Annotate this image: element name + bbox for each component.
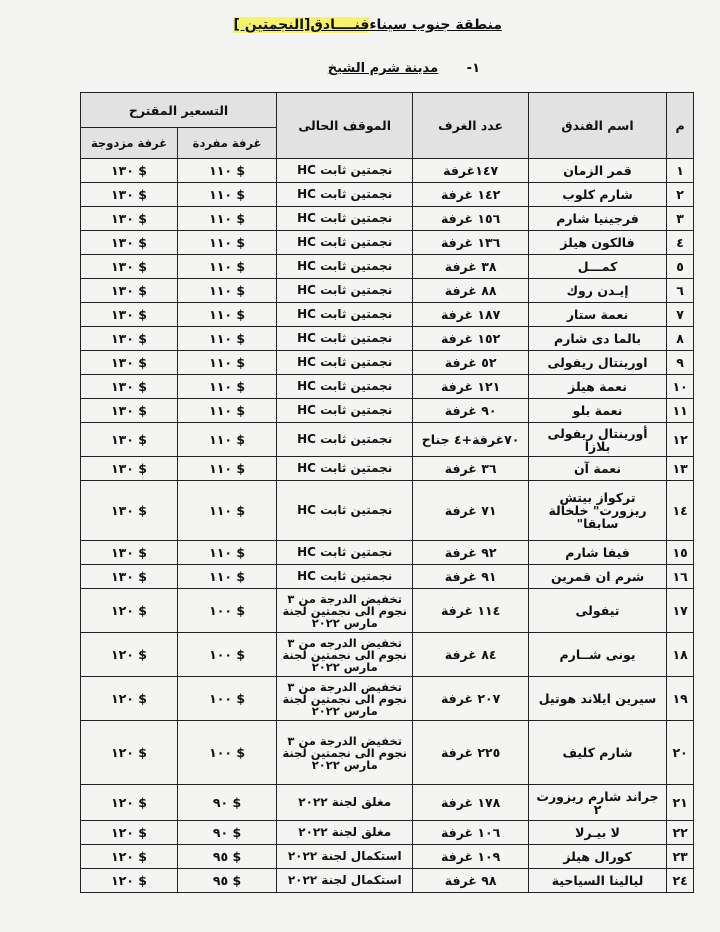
table-row	[81, 721, 694, 785]
single-room-price: ١١٠ $	[178, 231, 277, 255]
room-count: ٩١ غرفة	[413, 565, 529, 589]
hotel-name: شارم كلوب	[528, 183, 666, 207]
row-number: ٢٣	[667, 845, 694, 869]
single-room-price: ٩٥ $	[178, 845, 277, 869]
single-room-price: ٩٠ $	[178, 785, 277, 821]
current-status: تخفيض الدرجة من ٣ نجوم الى نجمتين لجنة مارس ٢٠٢٢	[277, 677, 413, 721]
table-row	[81, 677, 694, 721]
current-status: مغلق لجنة ٢٠٢٢	[277, 821, 413, 845]
room-count: ٩٨ غرفة	[413, 869, 529, 893]
hotel-name: جراند شارم ريزورت ٢	[528, 785, 666, 821]
row-number: ١١	[667, 399, 694, 423]
current-status: نجمتين ثابت HC	[277, 231, 413, 255]
hotel-name: ليالينا السياحية	[528, 869, 666, 893]
row-number: ٢٢	[667, 821, 694, 845]
hotel-name: نعمة بلو	[528, 399, 666, 423]
double-room-price: ١٣٠ $	[81, 255, 178, 279]
table-row	[81, 565, 694, 589]
single-room-price: ٩٥ $	[178, 869, 277, 893]
row-number: ١٧	[667, 589, 694, 633]
table-row	[81, 279, 694, 303]
double-room-price: ١٢٠ $	[81, 589, 178, 633]
row-number: ٢	[667, 183, 694, 207]
table-row	[81, 207, 694, 231]
room-count: ١١٤ غرفة	[413, 589, 529, 633]
double-room-price: ١٢٠ $	[81, 821, 178, 845]
header-name: اسم الفندق	[528, 93, 666, 159]
single-room-price: ١١٠ $	[178, 565, 277, 589]
double-room-price: ١٣٠ $	[81, 423, 178, 457]
double-room-price: ١٣٠ $	[81, 541, 178, 565]
double-room-price: ١٢٠ $	[81, 869, 178, 893]
row-number: ١٣	[667, 457, 694, 481]
header-rooms: عدد الغرف	[413, 93, 529, 159]
table-row	[81, 589, 694, 633]
table-row	[81, 481, 694, 541]
section-number: ١-	[466, 61, 480, 76]
hotel-name: نعمة هيلز	[528, 375, 666, 399]
table-row	[81, 303, 694, 327]
table-row	[81, 255, 694, 279]
row-number: ١٨	[667, 633, 694, 677]
row-number: ١٤	[667, 481, 694, 541]
current-status: نجمتين ثابت HC	[277, 279, 413, 303]
room-count: ١٧٨ غرفة	[413, 785, 529, 821]
current-status: نجمتين ثابت HC	[277, 375, 413, 399]
double-room-price: ١٣٠ $	[81, 303, 178, 327]
row-number: ١	[667, 159, 694, 183]
table-row	[81, 541, 694, 565]
current-status: نجمتين ثابت HC	[277, 399, 413, 423]
hotel-name: تيفولى	[528, 589, 666, 633]
current-status: نجمتين ثابت HC	[277, 207, 413, 231]
hotel-name: إيـدن روك	[528, 279, 666, 303]
table-row	[81, 351, 694, 375]
row-number: ٩	[667, 351, 694, 375]
row-number: ٢٠	[667, 721, 694, 785]
room-count: ٣٦ غرفة	[413, 457, 529, 481]
current-status: استكمال لجنة ٢٠٢٢	[277, 869, 413, 893]
row-number: ٥	[667, 255, 694, 279]
current-status: نجمتين ثابت HC	[277, 327, 413, 351]
hotel-name: فيفا شارم	[528, 541, 666, 565]
hotel-name: قمر الزمان	[528, 159, 666, 183]
room-count: ١٠٩ غرفة	[413, 845, 529, 869]
table-row	[81, 375, 694, 399]
current-status: نجمتين ثابت HC	[277, 481, 413, 541]
hotel-name: فرجينيا شارم	[528, 207, 666, 231]
hotel-name: شارم كليف	[528, 721, 666, 785]
current-status: نجمتين ثابت HC	[277, 457, 413, 481]
room-count: ١٠٦ غرفة	[413, 821, 529, 845]
table-row	[81, 845, 694, 869]
hotel-name: شرم ان قمرين	[528, 565, 666, 589]
header-double: غرفة مزدوجة	[81, 128, 178, 159]
current-status: نجمتين ثابت HC	[277, 565, 413, 589]
single-room-price: ١١٠ $	[178, 303, 277, 327]
single-room-price: ١١٠ $	[178, 279, 277, 303]
row-number: ١٦	[667, 565, 694, 589]
current-status: نجمتين ثابت HC	[277, 255, 413, 279]
double-room-price: ١٣٠ $	[81, 457, 178, 481]
current-status: تخفيض الدرجه من ٣ نجوم الى نجمتين لجنة مارس ٢٠٢٢	[277, 633, 413, 677]
row-number: ٧	[667, 303, 694, 327]
page-title	[233, 17, 502, 33]
header-pricing: التسعير المقترح	[81, 93, 277, 128]
row-number: ٣	[667, 207, 694, 231]
double-room-price: ١٣٠ $	[81, 351, 178, 375]
row-number: ٢١	[667, 785, 694, 821]
table-row	[81, 399, 694, 423]
double-room-price: ١٣٠ $	[81, 565, 178, 589]
row-number: ٢٤	[667, 869, 694, 893]
table-row	[81, 231, 694, 255]
hotel-name: أورينتال ريفولى بلازا	[528, 423, 666, 457]
row-number: ١٩	[667, 677, 694, 721]
title-prefix: منطقة جنوب سيناء	[369, 17, 502, 33]
single-room-price: ١١٠ $	[178, 207, 277, 231]
header-row	[81, 93, 694, 128]
row-number: ٦	[667, 279, 694, 303]
single-room-price: ١١٠ $	[178, 399, 277, 423]
table-row	[81, 821, 694, 845]
double-room-price: ١٣٠ $	[81, 481, 178, 541]
room-count: ١٤٧غرفة	[413, 159, 529, 183]
section-city: مدينة شرم الشيخ	[327, 61, 439, 76]
current-status: نجمتين ثابت HC	[277, 303, 413, 327]
table-row	[81, 785, 694, 821]
double-room-price: ١٢٠ $	[81, 845, 178, 869]
room-count: ١٨٧ غرفة	[413, 303, 529, 327]
current-status: تخفيض الدرجة من ٣ نجوم الى نجمتين لجنة مارس ٢٠٢٢	[277, 589, 413, 633]
hotel-name: سيرين ايلاند هوتيل	[528, 677, 666, 721]
room-count: ٥٢ غرفة	[413, 351, 529, 375]
hotels-table	[80, 92, 694, 893]
room-count: ١٥٦ غرفة	[413, 207, 529, 231]
current-status: نجمتين ثابت HC	[277, 351, 413, 375]
table-row	[81, 457, 694, 481]
room-count: ٣٨ غرفة	[413, 255, 529, 279]
single-room-price: ١١٠ $	[178, 375, 277, 399]
current-status: استكمال لجنة ٢٠٢٢	[277, 845, 413, 869]
single-room-price: ١٠٠ $	[178, 633, 277, 677]
double-room-price: ١٣٠ $	[81, 375, 178, 399]
table-body	[81, 159, 694, 893]
room-count: ٢٠٧ غرفة	[413, 677, 529, 721]
single-room-price: ١١٠ $	[178, 351, 277, 375]
double-room-price: ١٢٠ $	[81, 785, 178, 821]
double-room-price: ١٣٠ $	[81, 399, 178, 423]
single-room-price: ١٠٠ $	[178, 677, 277, 721]
room-count: ٩٠ غرفة	[413, 399, 529, 423]
double-room-price: ١٢٠ $	[81, 677, 178, 721]
hotel-name: لا بيـرلا	[528, 821, 666, 845]
single-room-price: ١١٠ $	[178, 481, 277, 541]
current-status: نجمتين ثابت HC	[277, 183, 413, 207]
hotel-name: كمـــل	[528, 255, 666, 279]
current-status: مغلق لجنة ٢٠٢٢	[277, 785, 413, 821]
double-room-price: ١٣٠ $	[81, 207, 178, 231]
single-room-price: ١١٠ $	[178, 255, 277, 279]
room-count: ٩٢ غرفة	[413, 541, 529, 565]
row-number: ١٢	[667, 423, 694, 457]
row-number: ١٥	[667, 541, 694, 565]
double-room-price: ١٣٠ $	[81, 279, 178, 303]
room-count: ٢٢٥ غرفة	[413, 721, 529, 785]
room-count: ٨٨ غرفة	[413, 279, 529, 303]
double-room-price: ١٢٠ $	[81, 721, 178, 785]
header-num: م	[667, 93, 694, 159]
table-row	[81, 423, 694, 457]
single-room-price: ١١٠ $	[178, 183, 277, 207]
hotel-name: تركواز بيتش ريزورت" خلخالة سابقا"	[528, 481, 666, 541]
current-status: نجمتين ثابت HC	[277, 423, 413, 457]
hotel-name: نعمة آن	[528, 457, 666, 481]
hotel-name: نعمة ستار	[528, 303, 666, 327]
double-room-price: ١٣٠ $	[81, 231, 178, 255]
single-room-price: ١٠٠ $	[178, 721, 277, 785]
single-room-price: ١١٠ $	[178, 541, 277, 565]
hotel-name: يونى شــارم	[528, 633, 666, 677]
single-room-price: ١١٠ $	[178, 423, 277, 457]
hotel-name: اورينتال ريفولى	[528, 351, 666, 375]
room-count: ١٤٢ غرفة	[413, 183, 529, 207]
hotel-name: بالما دى شارم	[528, 327, 666, 351]
title-highlight: فنــــادق[النجمتين ]	[233, 17, 370, 33]
double-room-price: ١٣٠ $	[81, 159, 178, 183]
table-row	[81, 183, 694, 207]
header-single: غرفة مفردة	[178, 128, 277, 159]
single-room-price: ١٠٠ $	[178, 589, 277, 633]
double-room-price: ١٣٠ $	[81, 327, 178, 351]
table-row	[81, 159, 694, 183]
room-count: ٨٤ غرفة	[413, 633, 529, 677]
single-room-price: ٩٠ $	[178, 821, 277, 845]
row-number: ٨	[667, 327, 694, 351]
single-room-price: ١١٠ $	[178, 159, 277, 183]
table-row	[81, 869, 694, 893]
table-row	[81, 633, 694, 677]
current-status: نجمتين ثابت HC	[277, 159, 413, 183]
room-count: ٧١ غرفة	[413, 481, 529, 541]
section-heading	[328, 61, 480, 76]
double-room-price: ١٢٠ $	[81, 633, 178, 677]
current-status: نجمتين ثابت HC	[277, 541, 413, 565]
single-room-price: ١١٠ $	[178, 457, 277, 481]
room-count: ١٢١ غرفة	[413, 375, 529, 399]
hotel-name: كورال هيلز	[528, 845, 666, 869]
room-count: ١٥٢ غرفة	[413, 327, 529, 351]
single-room-price: ١١٠ $	[178, 327, 277, 351]
table-row	[81, 327, 694, 351]
current-status: تخفيض الدرجة من ٣ نجوم الى نجمتين لجنة مارس ٢٠٢٢	[277, 721, 413, 785]
row-number: ٤	[667, 231, 694, 255]
room-count: ٧٠غرفة+٤ جناح	[413, 423, 529, 457]
header-status: الموقف الحالى	[277, 93, 413, 159]
double-room-price: ١٣٠ $	[81, 183, 178, 207]
row-number: ١٠	[667, 375, 694, 399]
room-count: ١٣٦ غرفة	[413, 231, 529, 255]
hotel-name: فالكون هيلز	[528, 231, 666, 255]
